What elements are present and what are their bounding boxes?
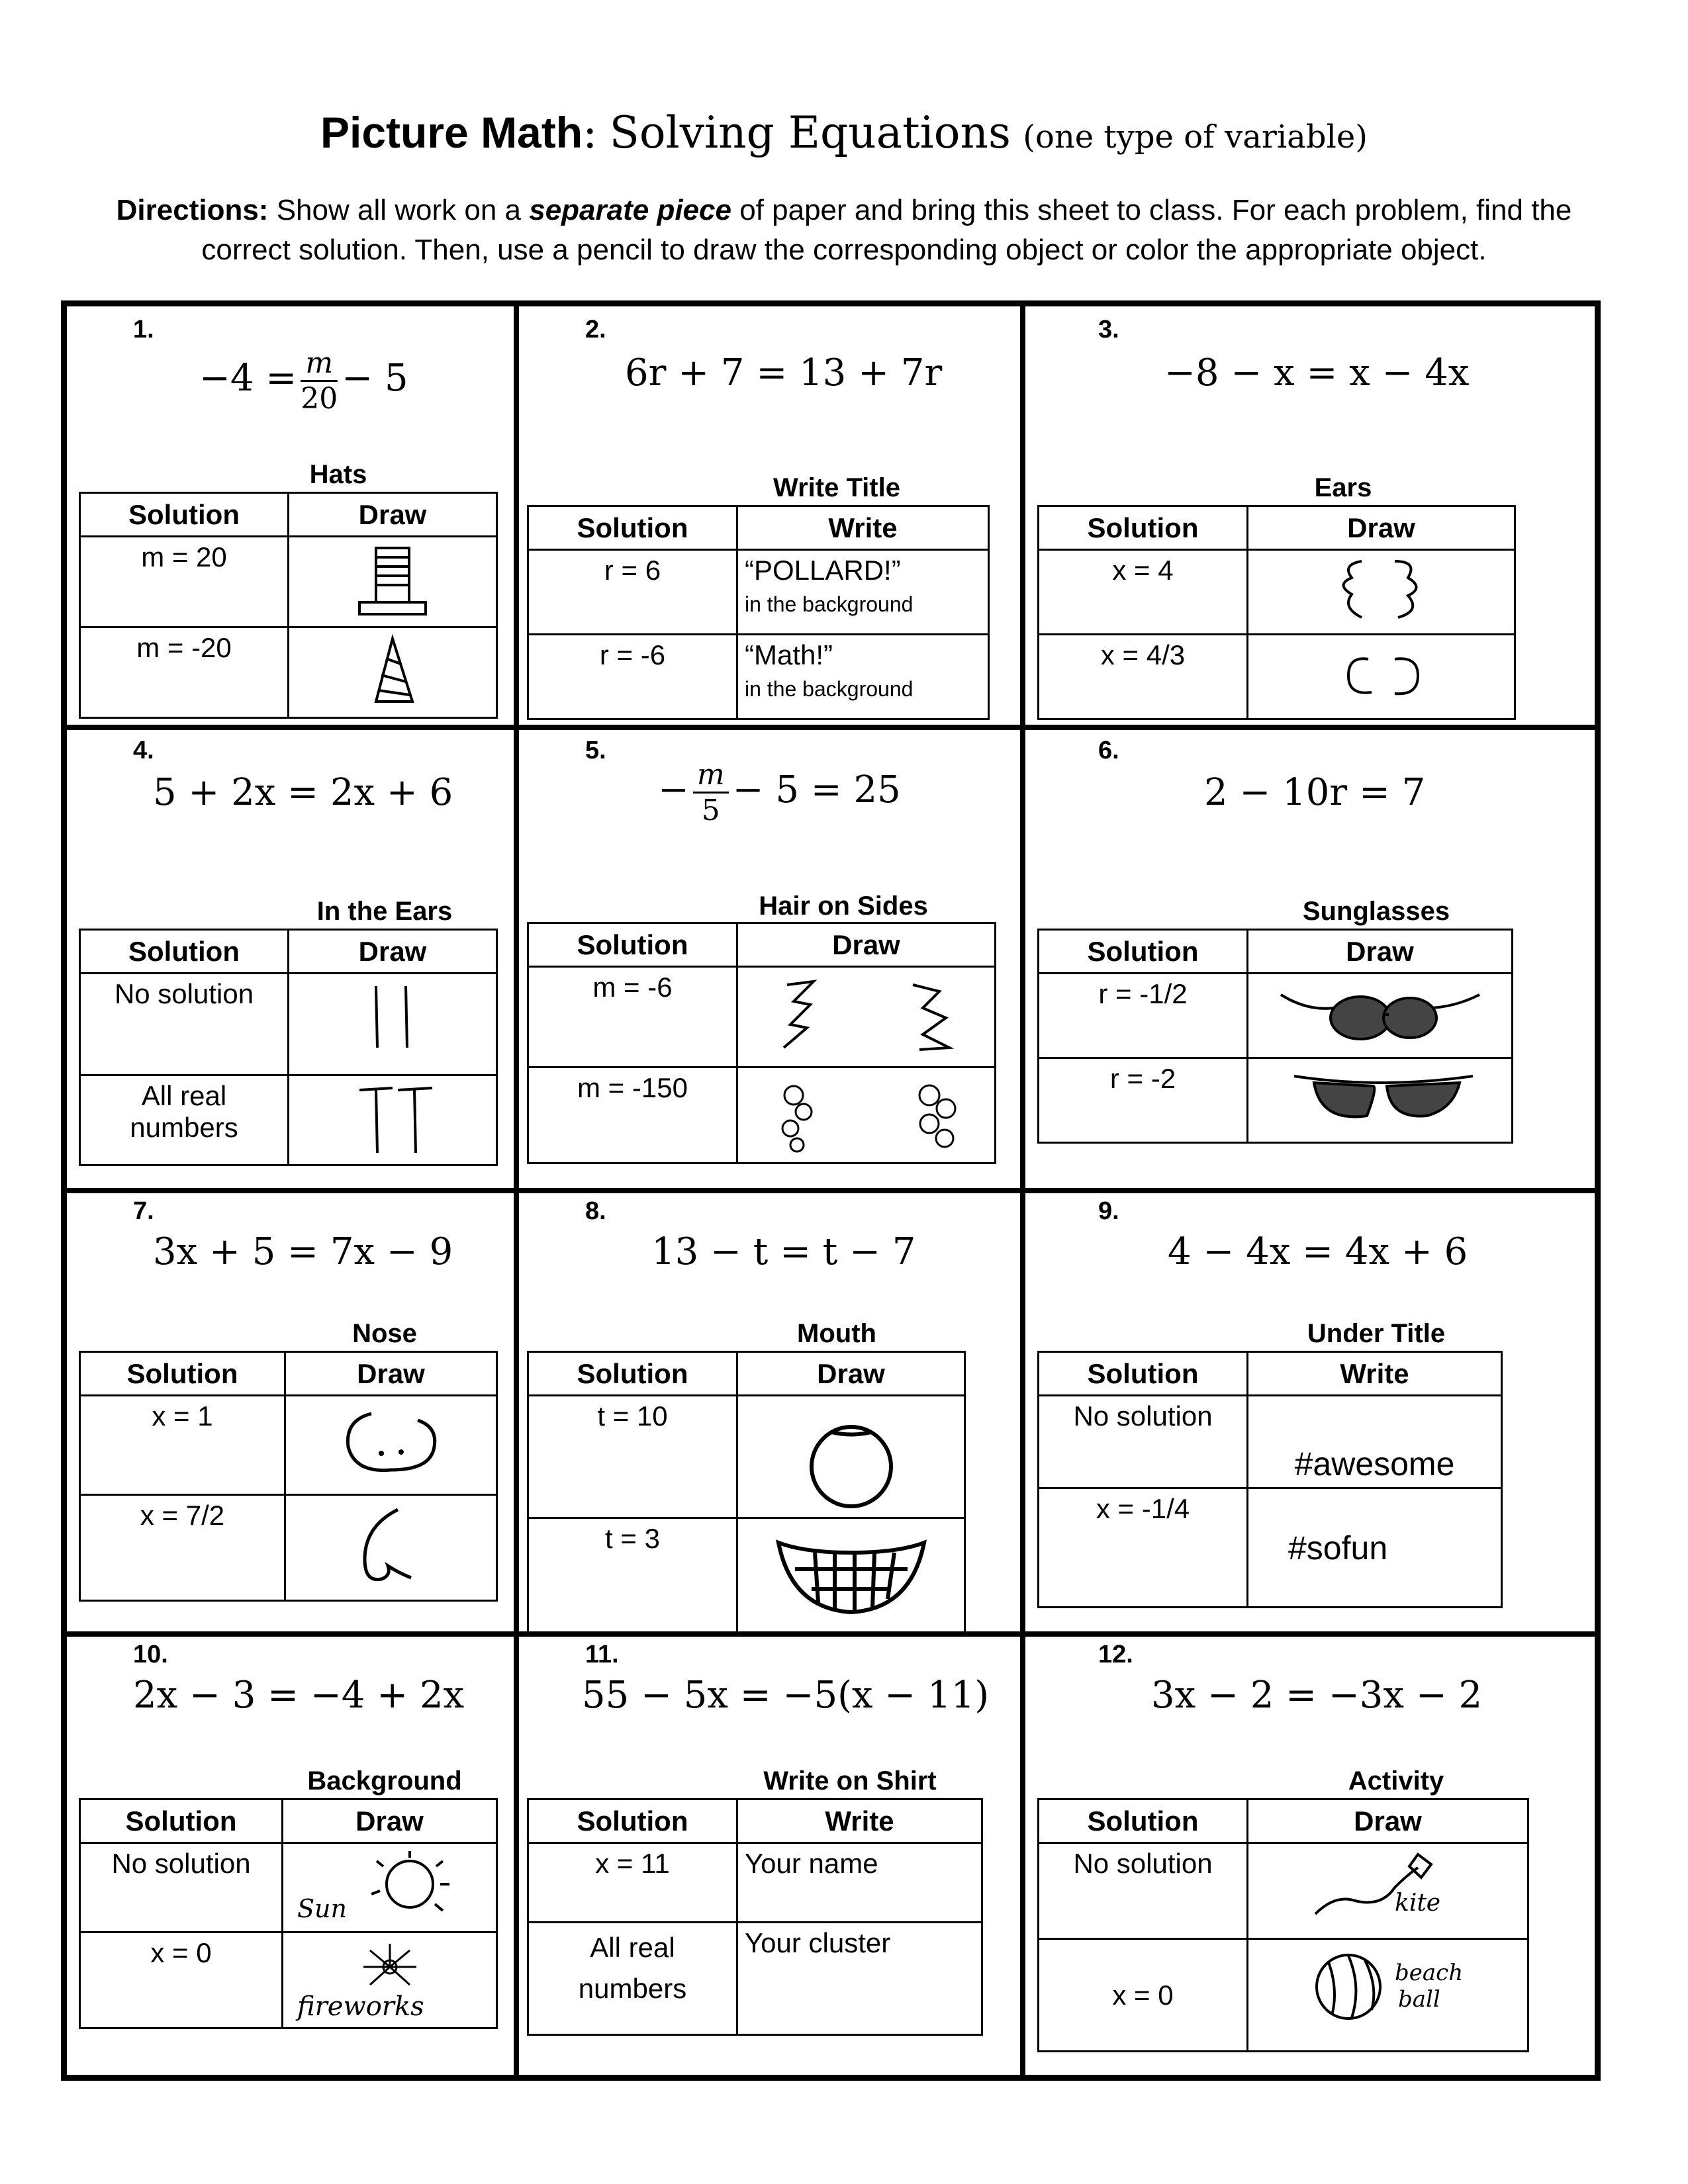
category-label: Mouth [797, 1319, 876, 1348]
solution-header: Solution [1039, 506, 1248, 550]
curly-ears-icon [1315, 555, 1448, 627]
solution-value: No solution [1039, 1843, 1248, 1939]
draw-cell [289, 627, 497, 718]
solution-value: t = 3 [528, 1518, 737, 1636]
fraction-numerator: m [693, 758, 729, 794]
solution-table [527, 505, 990, 720]
solution-value: r = -1/2 [1039, 974, 1248, 1058]
solution-value: r = 6 [528, 550, 737, 635]
directions-text-2: of paper and bring this sheet to class. For each problem, find the correct solution. Then, use a pencil to draw the corresponding object or color the appropriate object. [201, 194, 1572, 266]
draw-cell [283, 1933, 497, 2028]
problem-number: 10. [133, 1641, 168, 1668]
equation: 5 + 2x = 2x + 6 [153, 771, 453, 814]
curly-hair-icon [747, 1072, 986, 1158]
equation-lhs: − [658, 768, 689, 811]
fraction-denominator: 20 [301, 382, 338, 416]
solution-value: No solution [80, 974, 289, 1075]
nose-icon [325, 1400, 457, 1486]
equation: 13 − t = t − 7 [651, 1230, 916, 1273]
solution-header: Solution [80, 1799, 283, 1843]
draw-cell [1248, 1058, 1513, 1143]
round-ears-icon [1315, 639, 1448, 712]
draw-cell [1248, 550, 1515, 635]
solution-table [1037, 1351, 1503, 1608]
category-label: Activity [1348, 1766, 1444, 1796]
draw-header: Draw [289, 930, 497, 974]
solution-value: All real numbers [80, 1075, 289, 1165]
party-hat-icon [359, 632, 426, 713]
category-label: Ears [1314, 473, 1372, 502]
equation-rhs: − 5 [342, 357, 408, 400]
solution-value: r = -2 [1039, 1058, 1248, 1143]
write-cell [737, 635, 989, 719]
write-text: Your name [737, 1843, 982, 1923]
problem-number: 3. [1098, 316, 1119, 343]
grin-mouth-icon [765, 1523, 937, 1622]
solution-value: x = 0 [1039, 1939, 1248, 2052]
draw-cell [737, 1518, 965, 1636]
solution-table [527, 1798, 983, 2036]
problem-number: 2. [585, 316, 606, 343]
draw-cell [1248, 1939, 1528, 2052]
draw-cell [289, 1075, 497, 1165]
problem-number: 6. [1098, 737, 1119, 764]
equation: 2 − 10r = 7 [1204, 771, 1426, 814]
problem-number: 9. [1098, 1197, 1119, 1225]
category-label: Background [307, 1766, 462, 1796]
solution-header: Solution [528, 923, 737, 967]
title-colon: : [583, 107, 598, 158]
category-label: Write on Shirt [763, 1766, 937, 1796]
solution-value: x = 11 [528, 1843, 737, 1923]
draw-header: Draw [737, 923, 996, 967]
problem-1 [67, 306, 514, 725]
category-label: In the Ears [316, 897, 453, 926]
directions [99, 191, 1589, 270]
problem-number: 1. [133, 316, 154, 343]
solution-value: m = 20 [80, 537, 289, 627]
problem-10 [67, 1637, 514, 2075]
draw-cell [1248, 635, 1515, 719]
problem-5 [519, 730, 1020, 1188]
solution-table [79, 1798, 498, 2029]
page-title [0, 106, 1688, 163]
draw-header: Draw [289, 493, 497, 537]
draw-header: Draw [283, 1799, 497, 1843]
solution-header: Solution [528, 1352, 737, 1396]
solution-value: m = -6 [528, 967, 737, 1068]
solution-value: No solution [80, 1843, 283, 1933]
problem-number: 5. [585, 737, 606, 764]
directions-emphasis: separate piece [529, 194, 731, 226]
solution-header: Solution [80, 930, 289, 974]
title-bold: Picture Math [320, 108, 583, 157]
problem-11 [519, 1637, 1020, 2075]
solution-value: x = 7/2 [80, 1495, 285, 1601]
write-text: Your cluster [737, 1923, 982, 2035]
category-label: Under Title [1307, 1319, 1446, 1348]
draw-header: Draw [1248, 930, 1513, 974]
problem-number: 4. [133, 737, 154, 764]
write-header: Write [737, 506, 989, 550]
solution-table [527, 922, 996, 1164]
draw-cell [283, 1843, 497, 1933]
solution-value: m = -20 [80, 627, 289, 718]
problem-number: 11. [585, 1641, 619, 1668]
title-sub: (one type of variable) [1023, 118, 1368, 156]
problem-grid [61, 300, 1601, 2081]
solution-table [1037, 1798, 1529, 2052]
solution-value: x = 0 [80, 1933, 283, 2028]
draw-cell [1248, 1843, 1528, 1939]
category-label: Hats [309, 460, 367, 489]
draw-header: Draw [1248, 506, 1515, 550]
problem-number: 7. [133, 1197, 154, 1225]
equation: 55 − 5x = −5(x − 11) [582, 1674, 990, 1717]
top-hat-icon [346, 541, 439, 622]
write-note: in the background [745, 677, 914, 701]
solution-header: Solution [80, 493, 289, 537]
write-text: #sofun [1248, 1488, 1502, 1608]
sun-label: Sun [297, 1894, 347, 1923]
write-text: #awesome [1248, 1396, 1502, 1488]
equation: 3x − 2 = −3x − 2 [1151, 1674, 1483, 1717]
solution-value: x = 1 [80, 1396, 285, 1495]
write-header: Write [1248, 1352, 1502, 1396]
solution-table [1037, 929, 1513, 1144]
equation: 4 − 4x = 4x + 6 [1168, 1230, 1468, 1273]
fraction-denominator: 5 [701, 794, 720, 827]
directions-label: Directions: [116, 194, 269, 226]
solution-value: All real numbers [528, 1923, 737, 2035]
fraction [301, 346, 338, 416]
category-label: Hair on Sides [759, 891, 928, 921]
equation [199, 346, 408, 416]
solution-header: Solution [1039, 1352, 1248, 1396]
draw-cell [737, 967, 996, 1068]
ear-t-shapes-icon [340, 1080, 445, 1160]
equation [658, 758, 901, 827]
fraction [693, 758, 729, 827]
problem-7 [67, 1193, 514, 1631]
ball-label: ball [1397, 1986, 1440, 2013]
fireworks-label: fireworks [297, 1991, 424, 2022]
beach-ball-icon [1295, 1944, 1481, 2030]
write-cell [737, 550, 989, 635]
equation: 6r + 7 = 13 + 7r [625, 351, 943, 394]
problem-number: 8. [585, 1197, 606, 1225]
problem-9 [1025, 1193, 1595, 1631]
draw-cell [285, 1396, 497, 1495]
draw-header: Draw [737, 1352, 965, 1396]
draw-cell [285, 1495, 497, 1601]
equation: −8 − x = x − 4x [1164, 351, 1470, 394]
grid-divider [67, 725, 1595, 730]
problem-6 [1025, 730, 1595, 1188]
problem-4 [67, 730, 514, 1188]
solution-table [79, 1351, 498, 1602]
problem-12 [1025, 1637, 1595, 2075]
write-note: in the background [745, 592, 914, 616]
kite-label: kite [1394, 1889, 1440, 1917]
solution-header: Solution [1039, 1799, 1248, 1843]
sun-icon [291, 1848, 489, 1927]
write-text: “POLLARD!” [745, 555, 901, 586]
solution-value: r = -6 [528, 635, 737, 719]
solution-table [527, 1351, 966, 1637]
draw-cell [1248, 974, 1513, 1058]
solution-header: Solution [1039, 930, 1248, 974]
title-main: Solving Equations [609, 107, 1011, 158]
category-label: Sunglasses [1302, 897, 1450, 926]
category-label: Nose [352, 1319, 417, 1348]
solution-header: Solution [528, 1799, 737, 1843]
sunglasses-icon [1268, 1063, 1493, 1136]
ear-lines-icon [340, 978, 445, 1058]
round-mouth-icon [785, 1400, 917, 1513]
sunglasses-icon [1268, 978, 1493, 1051]
fraction-numerator: m [301, 346, 338, 382]
beach-label: beach [1394, 1960, 1463, 1986]
solution-table [79, 492, 498, 719]
kite-icon [1302, 1848, 1474, 1934]
zigzag-hair-icon [747, 972, 986, 1058]
directions-text-1: Show all work on a [276, 194, 521, 226]
draw-cell [289, 537, 497, 627]
write-header: Write [737, 1799, 982, 1843]
grid-divider [67, 1188, 1595, 1193]
draw-cell [289, 974, 497, 1075]
solution-value: x = -1/4 [1039, 1488, 1248, 1608]
draw-cell [737, 1068, 996, 1163]
solution-value: No solution [1039, 1396, 1248, 1488]
solution-table [1037, 505, 1516, 720]
solution-value: t = 10 [528, 1396, 737, 1518]
problem-2 [519, 306, 1020, 725]
nose-icon [325, 1500, 457, 1592]
equation-lhs: −4 = [199, 357, 297, 400]
solution-table [79, 929, 498, 1166]
solution-value: x = 4 [1039, 550, 1248, 635]
solution-value: m = -150 [528, 1068, 737, 1163]
fireworks-icon [291, 1937, 489, 2023]
draw-header: Draw [285, 1352, 497, 1396]
solution-header: Solution [528, 506, 737, 550]
equation: 2x − 3 = −4 + 2x [133, 1674, 465, 1717]
equation-rhs: − 5 = 25 [732, 768, 901, 811]
problem-8 [519, 1193, 1020, 1631]
problem-number: 12. [1098, 1641, 1133, 1668]
write-text: “Math!” [745, 639, 833, 670]
category-label: Write Title [773, 473, 900, 502]
solution-value: x = 4/3 [1039, 635, 1248, 719]
equation: 3x + 5 = 7x − 9 [153, 1230, 453, 1273]
draw-cell [737, 1396, 965, 1518]
draw-header: Draw [1248, 1799, 1528, 1843]
problem-3 [1025, 306, 1595, 725]
solution-header: Solution [80, 1352, 285, 1396]
